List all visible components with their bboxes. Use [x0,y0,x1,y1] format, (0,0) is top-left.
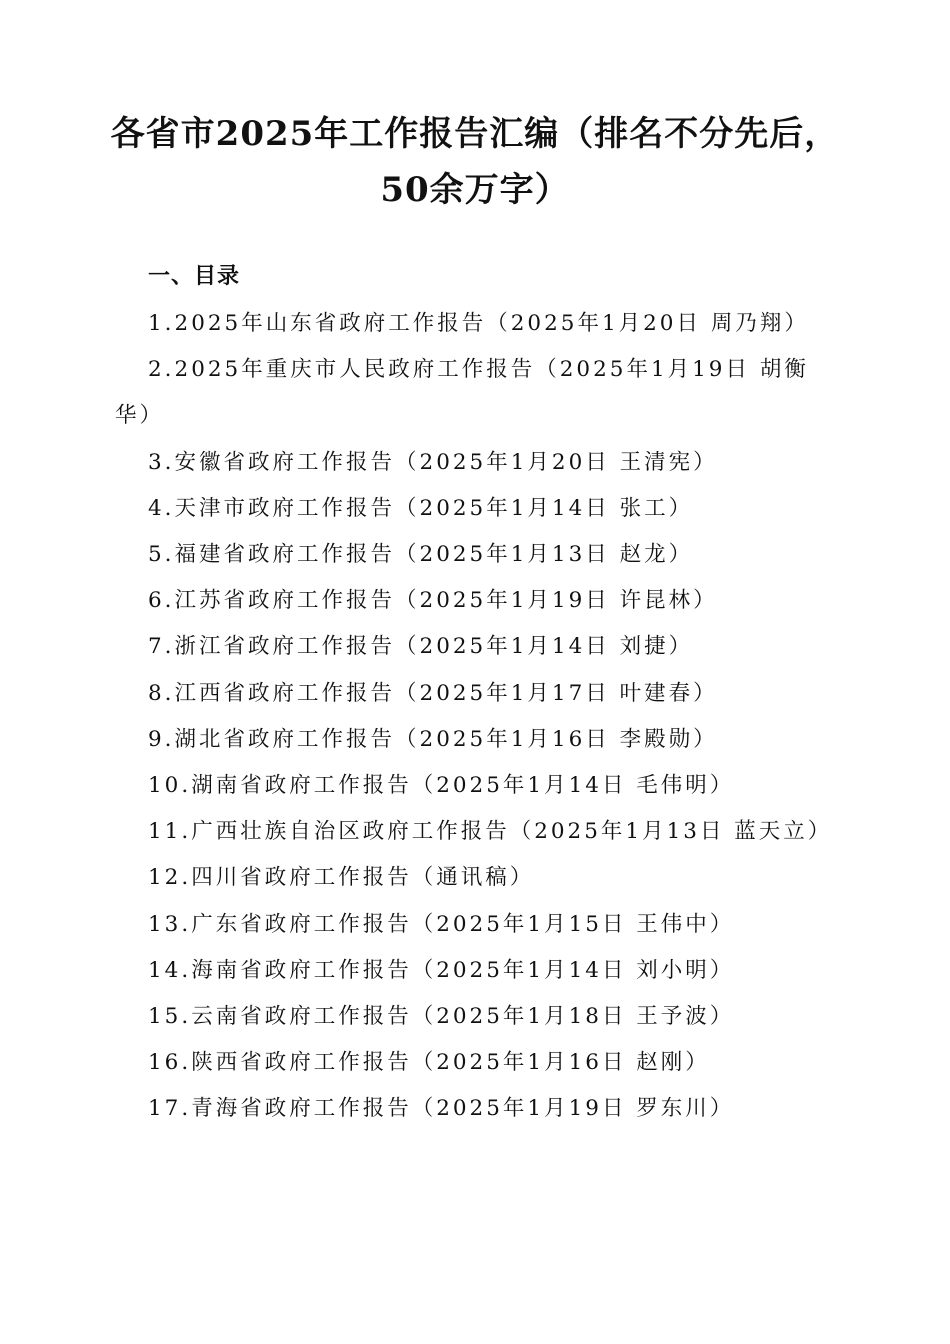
toc-item: 2.2025年重庆市人民政府工作报告（2025年1月19日 胡衡华） [115,357,809,429]
table-of-contents [115,301,833,1133]
toc-item: 16.陕西省政府工作报告（2025年1月16日 赵刚） [148,1050,710,1076]
toc-item: 6.江苏省政府工作报告（2025年1月19日 许昆林） [148,588,718,614]
toc-item: 12.四川省政府工作报告（通讯稿） [148,865,535,891]
toc-item: 9.湖北省政府工作报告（2025年1月16日 李殿勋） [148,726,718,752]
section-heading: 一、目录 [148,264,241,289]
toc-item: 10.湖南省政府工作报告（2025年1月14日 毛伟明） [148,773,735,799]
toc-item: 15.云南省政府工作报告（2025年1月18日 王予波） [148,1004,735,1030]
toc-item: 11.广西壮族自治区政府工作报告（2025年1月13日 蓝天立） [148,819,833,845]
toc-item: 7.浙江省政府工作报告（2025年1月14日 刘捷） [148,634,694,660]
toc-item: 4.天津市政府工作报告（2025年1月14日 张工） [148,495,694,521]
toc-item: 1.2025年山东省政府工作报告（2025年1月20日 周乃翔） [148,311,809,336]
toc-item: 14.海南省政府工作报告（2025年1月14日 刘小明） [148,957,735,983]
toc-item: 17.青海省政府工作报告（2025年1月19日 罗东川） [148,1096,735,1122]
toc-item: 13.广东省政府工作报告（2025年1月15日 王伟中） [148,911,735,937]
toc-item: 5.福建省政府工作报告（2025年1月13日 赵龙） [148,542,694,568]
toc-item: 3.安徽省政府工作报告（2025年1月20日 王清宪） [148,449,718,475]
document-title: 各省市2025年工作报告汇编（排名不分先后，50余万字） [110,114,840,210]
toc-item: 8.江西省政府工作报告（2025年1月17日 叶建春） [148,680,718,706]
